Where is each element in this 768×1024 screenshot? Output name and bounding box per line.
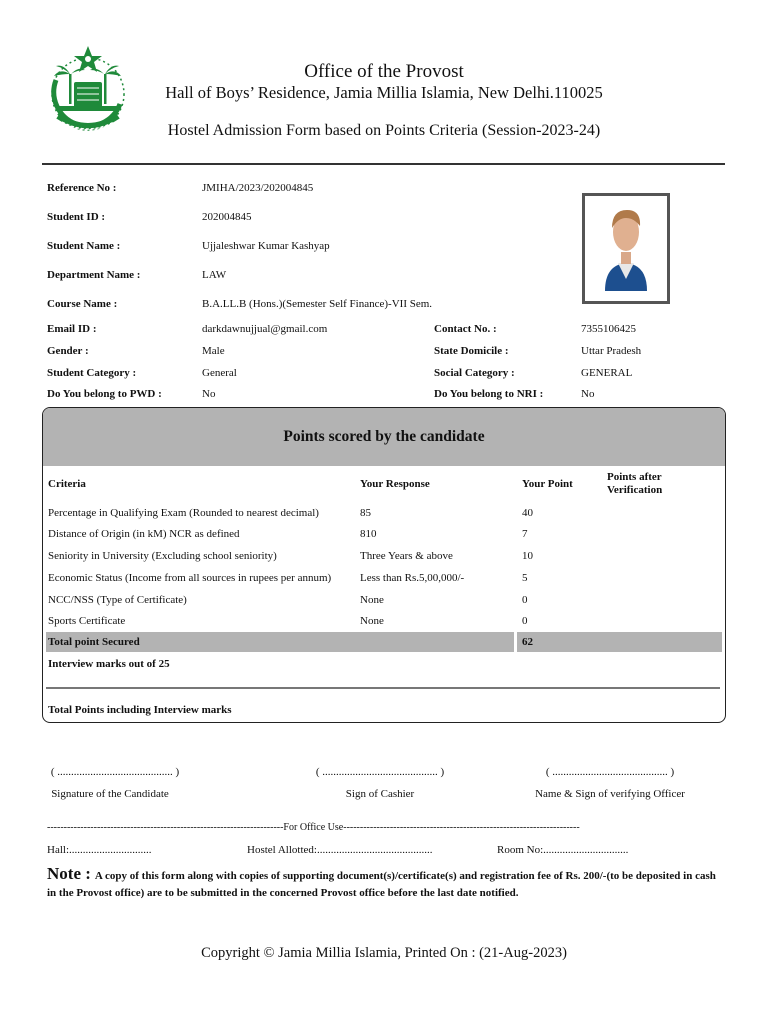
student-category-value: General [202,367,237,379]
email-label: Email ID : [47,323,97,335]
note-label: Note : [47,864,91,883]
table-row-point: 0 [522,615,528,627]
table-row-response: 810 [360,528,377,540]
note-text: A copy of this form along with copies of supporting document(s)/certificate(s) and registration fee of Rs. 200/-(to be deposited in cash in the Provost office) are to be submitted in the concerned Provost office before the last date notified. [47,870,716,899]
hall-address: Hall of Boys’ Residence, Jamia Millia Islamia, New Delhi.110025 [165,83,603,102]
room-no-field: Room No:............................... [497,844,629,856]
table-row-response: None [360,615,384,627]
hostel-allotted-field: Hostel Allotted:.......................................... [247,844,433,856]
table-row-criteria: Distance of Origin (in kM) NCR as defined [48,528,240,540]
domicile-value: Uttar Pradesh [581,345,642,357]
total-row-separator [514,632,517,652]
email-value: darkdawnujjual@gmail.com [202,323,328,335]
student-id-value: 202004845 [202,211,252,223]
total-label: Total point Secured [48,636,140,648]
points-panel [42,407,726,723]
table-row-point: 5 [522,572,528,584]
student-category-label: Student Category : [47,367,137,379]
table-row-criteria: Sports Certificate [48,615,126,627]
copyright-footer: Copyright © Jamia Millia Islamia, Printed On : (21-Aug-2023) [201,945,567,961]
contact-value: 7355106425 [581,323,636,335]
pwd-value: No [202,388,216,400]
reference-value: JMIHA/2023/202004845 [202,182,314,194]
table-row-response: Three Years & above [360,550,453,562]
total-value: 62 [522,636,533,648]
student-photo [582,193,670,304]
student-id-label: Student ID : [47,211,106,223]
col-point-header: Your Point [522,478,573,490]
office-title: Office of the Provost [304,61,464,82]
table-row-point: 40 [522,507,533,519]
domicile-label: State Domicile : [434,345,509,357]
gender-value: Male [202,345,225,357]
table-row-criteria: NCC/NSS (Type of Certificate) [48,594,187,606]
points-divider [46,687,720,689]
note-block [47,866,717,901]
table-row-criteria: Seniority in University (Excluding school seniority) [48,550,277,562]
interview-label: Interview marks out of 25 [48,658,170,670]
contact-label: Contact No. : [434,323,497,335]
hall-field: Hall:.............................. [47,844,152,856]
table-row-criteria: Economic Status (Income from all sources in rupees per annum) [48,572,332,584]
col-response-header: Your Response [360,478,430,490]
gender-label: Gender : [47,345,89,357]
social-category-value: GENERAL [581,367,633,379]
student-name-value: Ujjaleshwar Kumar Kashyap [202,240,330,252]
table-row-point: 7 [522,528,528,540]
nri-value: No [581,388,595,400]
course-label: Course Name : [47,298,118,310]
table-row-response: 85 [360,507,371,519]
points-title: Points scored by the candidate [283,428,485,445]
col-verification-header: Points after Verification [607,471,663,496]
candidate-signature-label: Signature of the Candidate [51,788,169,800]
total-row-bar [46,632,722,652]
col-criteria-header: Criteria [48,478,86,490]
social-category-label: Social Category : [434,367,515,379]
header-divider [42,163,725,165]
cashier-signature-blank: ( .......................................... ) [315,766,445,778]
table-row-point: 0 [522,594,528,606]
table-row-criteria: Percentage in Qualifying Exam (Rounded to nearest decimal) [48,507,319,519]
table-row-response: Less than Rs.5,00,000/- [360,572,465,584]
table-row-response: None [360,594,384,606]
form-title: Hostel Admission Form based on Points Criteria (Session-2023-24) [167,122,601,139]
grand-total-label: Total Points including Interview marks [48,704,232,716]
course-value: B.A.LL.B (Hons.)(Semester Self Finance)-VII Sem. [202,298,433,310]
student-avatar-icon [585,196,667,301]
nri-label: Do You belong to NRI : [434,388,544,400]
department-label: Department Name : [47,269,141,281]
officer-signature-blank: ( .......................................... ) [545,766,675,778]
candidate-signature-blank: ( .......................................... ) [50,766,180,778]
department-value: LAW [202,269,227,281]
pwd-label: Do You belong to PWD : [47,388,162,400]
student-name-label: Student Name : [47,240,121,252]
office-use-divider: -----------------------------------------------------------------------For Office Use----------------------------------------------------------------------- [47,822,580,833]
officer-signature-label: Name & Sign of verifying Officer [535,788,685,800]
reference-label: Reference No : [47,182,117,194]
table-row-point: 10 [522,550,533,562]
cashier-signature-label: Sign of Cashier [345,788,415,800]
